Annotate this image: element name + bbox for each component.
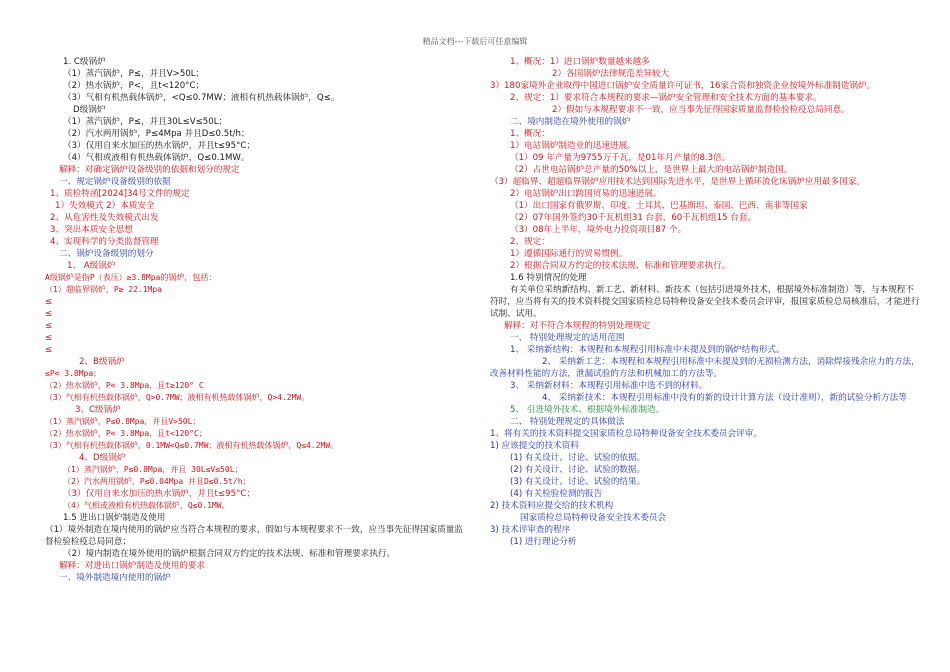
right-text-line: 1) 应该提交的技术资料	[490, 441, 579, 451]
right-text-line: （1）出口国家有俄罗斯、印度、土耳其、巴基斯坦、泰国、巴西、南非等国家	[510, 201, 808, 211]
left-text-line: （2）热水锅炉，P< 3.8Mpa，且t<120°C；	[45, 429, 207, 438]
right-text-line: 有关单位采纳新结构、新工艺、新材料、新技术（包括引进境外技术，根据境外标准制造）等，与本规程不符时，应当将有关的技术资料提交国家质检总局特种设备安全技术委员会评审，报国家质检总局核准后，才能进行试制、试用。	[490, 285, 920, 319]
left-column	[45, 56, 470, 584]
right-text-line: 2）电站锅炉出口跨国贸易的迅速进展。	[510, 189, 662, 199]
left-text-line: （2）汽水两用锅炉，P≤4Mpa 并且D≤0.5t/h；	[63, 129, 250, 139]
right-text-line: 3）180家境外企业取得中国进口锅炉安全质量许可证书，16家合资和独资企业按境外标准制造锅炉。	[490, 81, 876, 91]
left-text-line: 2、从危害性及失效模式出发	[50, 213, 159, 223]
left-text-line: （2）境内制造在境外使用的锅炉根据合同双方约定的技术法规、标准和管理要求执行。	[63, 549, 396, 559]
left-text-line: ≤	[45, 309, 53, 319]
right-text-line: 5、 引进境外技术、根据境外标准制造。	[510, 405, 665, 415]
left-text-line: （3）气相有机热载体锅炉，Q>0.7MW；液相有机热载体锅炉，Q>4.2MW。	[45, 393, 310, 402]
right-text-line: 1、概况：1）进口锅炉数量越来越多	[510, 57, 650, 67]
right-text-line: 二、 特别处理规定的具体做法	[510, 417, 625, 427]
right-text-line: 1）遵循国际通行的贸易惯例。	[510, 249, 628, 259]
left-text-line: 1、质检特函[2024]34号文件的规定	[50, 189, 190, 199]
left-text-line: A级锅炉是指P（表压）≥3.8Mpa的锅炉，包括：	[45, 273, 217, 282]
left-text-line: ≤	[45, 297, 53, 307]
left-text-line: （3）仅用自来水加压的热水锅炉，并且t≤95°C；	[63, 141, 255, 151]
right-text-line: 3、 采纳新材料：本规程引用标准中选不到的材料。	[510, 381, 708, 391]
right-text-line: （3）08年上半年，境外电力投资项目87 个。	[510, 225, 687, 235]
right-text-line: 4、 采纳新技术：本规程引用标准中没有的新的设计计算方法（设计准则），新的试验分析方法等	[542, 393, 907, 403]
left-text-line: （2）热水锅炉，P<，且t<120°C；	[63, 81, 205, 91]
right-text-line: 2、规定：1）要求符合本规程的要求—锅炉安全管理和安全技术方面的基本要求。	[510, 93, 822, 103]
left-text-line: 1）失效模式 2）本质安全	[55, 201, 155, 211]
left-text-line: （3）仅用自来水加压的热水锅炉，并且t≤95°C；	[63, 489, 255, 499]
left-text-line: （1）蒸汽锅炉，P≤0.8Mpa，并且V>50L；	[45, 417, 201, 426]
right-text-line: 3) 技术评审查的程序	[490, 525, 571, 535]
right-text-line: (4) 有关检验检测的报告	[510, 489, 603, 499]
left-text-line: （2）汽水两用锅炉，P≤0.04Mpa 并且D≤0.5t/h；	[63, 477, 251, 486]
right-text-line: 一、 特别处理规定的适用范围	[510, 333, 625, 343]
left-text-line: 解释：对进出口锅炉制造及使用的要求	[59, 561, 206, 571]
left-text-line: （3）气相有机热载体锅炉，0.1MW<Q≤0.7MW；液相有机热载体锅炉，Q≤4.2MW。	[45, 441, 339, 450]
left-text-line: 3、突出本质安全思想	[50, 225, 133, 235]
left-text-line: （1）超临界锅炉，P≥ 22.1Mpa	[45, 285, 162, 294]
right-text-line: (1) 有关设计、讨论、试验的依据。	[510, 453, 646, 463]
left-text-line: ≤P< 3.8Mpa；	[45, 369, 102, 378]
left-text-line: 解释：对确定锅炉设备级别的依据和划分的规定	[59, 165, 240, 175]
right-text-line: 2）根据合同双方约定的技术法规、标准和管理要求执行。	[510, 261, 731, 271]
right-text-line: 1）电站锅炉制造业的迅速进展。	[510, 141, 636, 151]
left-text-line: （1）蒸汽锅炉，P≤0.8Mpa，并且 30L≤V≤50L；	[63, 465, 243, 474]
left-text-line: ≤	[45, 321, 53, 331]
left-text-line: 1.5 进出口锅炉制造及使用	[63, 513, 166, 523]
right-text-line: 1、概况：	[510, 129, 550, 139]
left-text-line: 4、D级锅炉	[79, 453, 126, 463]
left-text-line: 1. C级锅炉	[63, 57, 106, 67]
left-text-line: （4）气相或液相有机热载体锅炉，Q≤0.1MW。	[63, 153, 250, 163]
left-text-line: （2）热水锅炉，P< 3.8Mpa，且t≥120° C	[45, 381, 204, 390]
right-text-line: 2）各国锅炉法律规范差异较大	[552, 69, 670, 79]
left-text-line: （1）蒸汽锅炉，P≤，并且30L≤V≤50L；	[63, 117, 228, 127]
left-text-line: 一、境外制造境内使用的锅炉	[59, 573, 171, 583]
right-text-line: （2）占世电站锅炉总产量的50%以上，是世界上最大的电站锅炉制造国。	[510, 165, 793, 175]
left-text-line: （1）蒸汽锅炉，P≤，并且V>50L；	[63, 69, 205, 79]
left-text-line: 1、 A级锅炉	[67, 261, 116, 271]
right-text-line: （1）09 年产量为9755万千瓦，是01年月产量的8.3倍。	[510, 153, 731, 163]
left-text-line: 4、实现科学的分类监督管理	[50, 237, 159, 247]
left-text-line: 一、规定锅炉设备级别的依据	[59, 177, 171, 187]
right-text-line: 1.6 特别情况的处理	[510, 273, 587, 283]
right-text-line: 2、规定：	[510, 237, 550, 247]
left-text-line: D级锅炉	[73, 105, 106, 115]
left-text-line: ≤	[45, 333, 53, 343]
right-text-line: 2）假如与本规程要求不一致，应当事先征得国家质量监督检验检疫总局同意。	[552, 105, 850, 115]
right-text-line: 国家质检总局特种设备安全技术委员会	[520, 513, 667, 523]
right-column	[490, 56, 920, 548]
left-text-line: （3）气相有机热载体锅炉，<Q≤0.7MW；液相有机热载体锅炉，Q≤。	[63, 93, 340, 103]
left-text-line: （4）气相或液相有机热载体锅炉，Q≤0.1MW。	[63, 501, 230, 510]
right-text-line: (1) 进行理论分析	[510, 537, 577, 547]
right-text-line: （3）超临界、超超临界锅炉应用技术达到国际先进水平，是世界上循环流化床锅炉应用最多国家。	[490, 177, 866, 187]
right-text-line: 2、 采纳新工艺：本规程和本规程引用标准中未提及到的无损检测方法，消除焊接残余应力的方法，改善材料性能的方法，泄漏试验的方法和机械加工的方法等。	[490, 357, 920, 379]
left-text-line: 3、C级锅炉	[75, 405, 121, 415]
left-text-line: 二、锅炉设备级别的划分	[59, 249, 154, 259]
right-text-line: 2) 技术资料应提交给的技术机构	[490, 501, 614, 511]
right-text-line: (3) 有关设计、讨论、试验的结果。	[510, 477, 646, 487]
right-text-line: 解释：对不符合本规程的特别处理规定	[504, 321, 651, 331]
right-text-line: 1、将有关的技术资料提交国家质检总局特种设备安全技术委员会评审。	[490, 429, 762, 439]
left-text-line: 2、B级锅炉	[79, 357, 125, 367]
left-text-line: （1）境外制造在境内使用的锅炉应当符合本规程的要求，假如与本规程要求不一致，应当事先征得国家质量监督检验检疫总局同意；	[45, 525, 463, 547]
right-text-line: 二、境内制造在境外使用的锅炉	[510, 117, 631, 127]
left-text-line: ≤	[45, 345, 53, 355]
right-text-line: （2）07年国外签约30千瓦机组31 台套，60千瓦机组15 台套。	[510, 213, 757, 223]
right-text-line: 1、 采纳新结构：本规程和本规程引用标准中未提及到的锅炉结构形式。	[510, 345, 785, 355]
page-header: 精品文档---下载后可任意编辑	[422, 37, 528, 46]
right-text-line: (2) 有关设计、讨论、试验的数据。	[510, 465, 646, 475]
